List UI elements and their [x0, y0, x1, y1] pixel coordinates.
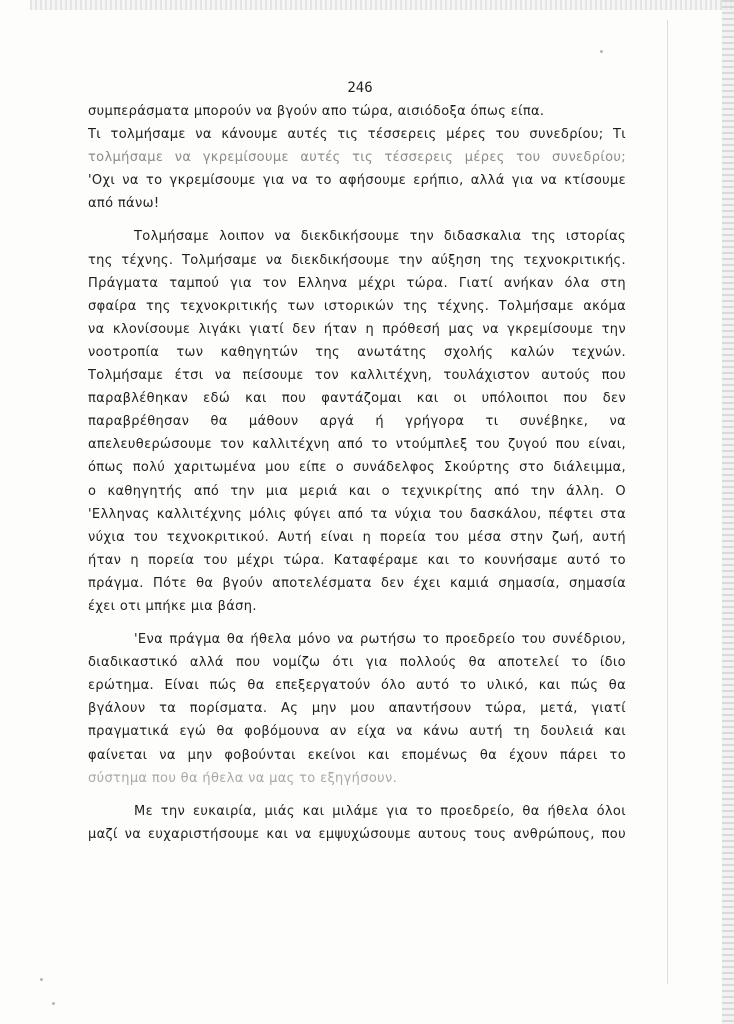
text-line: Τολμήσαμε λοιπον να διεκδικήσουμε την διδασκαλια της ιστορίας	[134, 229, 626, 245]
text-line: βγάλουν τα πορίσματα. Ας μην μου απαντήσουν τώρα, μετά, γιατί	[88, 701, 626, 717]
scan-speck	[52, 1002, 55, 1005]
scan-fold-line	[667, 20, 668, 984]
text-line: ο καθηγητής από την μια μεριά και ο τεχνικρίτης από την άλλη. Ο	[88, 483, 626, 499]
text-line: έχει οτι μπήκε μια βάση.	[88, 598, 257, 614]
scan-speck	[600, 50, 603, 53]
text-line: να κλονίσουμε λιγάκι γιατί δεν ήταν η πρόθεσή μας να γκρεμίσουμε την	[88, 321, 626, 337]
text-line: διαδικαστικό αλλά που νομίζω ότι για πολλούς θα αποτελεί το ίδιο	[88, 655, 626, 671]
text-line: πράγμα. Πότε θα βγούν αποτελέσματα δεν έχει καμιά σημασία, σημασία	[88, 575, 626, 591]
text-line: μαζί να ευχαριστήσουμε και να εμψυχώσουμε αυτους τους ανθρώπους, που	[88, 826, 626, 842]
text-line: Πράγματα ταμπού για τον Ελληνα μέχρι τώρα. Γιατί ανήκαν όλα στη	[88, 275, 626, 291]
text-line: νύχια του τεχνοκριτικού. Αυτή είναι η πορεία του μέσα στην ζωή, αυτή	[88, 529, 626, 545]
text-line: απελευθερώσουμε τον καλλιτέχνη από το ντούμπλεξ του ζυγού που είναι,	[88, 437, 626, 453]
text-line: όπως πολύ χαριτωμένα μου είπε ο συνάδελφος Σκούρτης στο διάλειμμα,	[88, 460, 626, 476]
scan-edge-top	[30, 0, 734, 10]
text-line: σφαίρα της τεχνοκριτικής των ιστορικών της τέχνης. Τολμήσαμε ακόμα	[88, 298, 626, 314]
body-text	[88, 100, 626, 846]
text-line: Με την ευκαιρία, μιάς και μιλάμε για το προεδρείο, θα ήθελα όλοι	[134, 803, 626, 819]
text-line: της τέχνης. Τολμήσαμε να διεκδικήσουμε την αύξηση της τεχνοκριτικής.	[88, 252, 626, 268]
text-line: 'Ελληνας καλλιτέχνης μόλις φύγει από τα νύχια του δασκάλου, πέφτει στα	[88, 506, 626, 522]
text-line: φαίνεται να μην φοβούνται εκείνοι και επομένως θα έχουν πάρει το	[88, 747, 626, 763]
text-line: Τι τολμήσαμε να κάνουμε αυτές τις τέσσερεις μέρες του συνεδρίου; Τι	[88, 127, 626, 143]
text-line: από πάνω!	[88, 196, 160, 212]
scan-edge-right	[722, 0, 734, 1024]
text-line: ερώτημα. Είναι πώς θα επεξεργατούν όλο αυτό το υλικό, και πώς θα	[88, 678, 626, 694]
text-line: 'Ενα πράγμα θα ήθελα μόνο να ρωτήσω το προεδρείο του συνέδριου,	[134, 632, 626, 648]
scan-speck	[40, 978, 43, 981]
text-line: νοοτροπία των καθηγητών της ανωτάτης σχολής καλών τεχνών.	[88, 344, 626, 360]
text-line: τολμήσαμε να γκρεμίσουμε αυτές τις τέσσερεις μέρες του συνεδρίου;	[88, 150, 626, 166]
text-line: παραβλέθηκαν εδώ και που φαντάζομαι και οι υπόλοιποι που δεν	[88, 391, 626, 407]
text-line: πραγματικά εγώ θα φοβόμουνα αν είχα να κάνω αυτή τη δουλειά και	[88, 724, 626, 740]
text-line: ήταν η πορεία του μέχρι τώρα. Καταφέραμε και το κουνήσαμε αυτό το	[88, 552, 626, 568]
text-line: 'Οχι να το γκρεμίσουμε για να το αφήσουμε ερήπιο, αλλά για να κτίσουμε	[88, 173, 626, 189]
text-line: Τολμήσαμε έτσι να πείσουμε τον καλλιτέχνη, τουλάχιστον αυτούς που	[88, 368, 626, 384]
text-line: σύστημα που θα ήθελα να μας το εξηγήσουν.	[88, 770, 398, 786]
text-line: παραβρέθησαν θα μάθουν αργά ή γρήγορα τι συνέβηκε, να	[88, 414, 626, 430]
text-line: συμπεράσματα μπορούν να βγούν απο τώρα, αισιόδοξα όπως είπα.	[88, 104, 545, 119]
page-number: 246	[347, 80, 373, 96]
